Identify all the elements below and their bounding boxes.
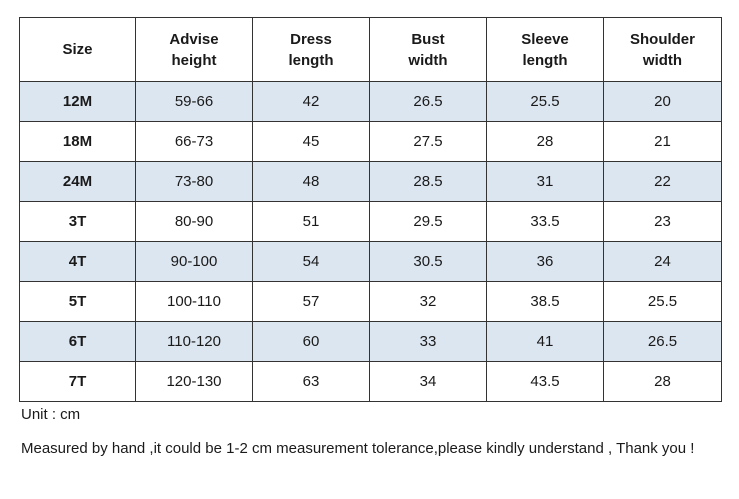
shoulder-width-cell: 20 [604, 82, 722, 122]
header-label-line1: Advise [169, 30, 219, 48]
bust-width-cell: 30.5 [370, 242, 487, 282]
shoulder-width-cell: 28 [604, 362, 722, 402]
table-row [20, 162, 722, 202]
sleeve-length-cell: 28 [487, 122, 604, 162]
header-size-label: Size [62, 41, 93, 58]
unit-note: Unit : cm [21, 406, 81, 423]
shoulder-width-cell: 26.5 [604, 322, 722, 362]
bust-width-cell: 33 [370, 322, 487, 362]
advise-height-cell: 100-110 [136, 282, 253, 322]
dress-length-cell: 51 [253, 202, 370, 242]
bust-width-cell: 27.5 [370, 122, 487, 162]
table-row [20, 282, 722, 322]
sleeve-length-cell: 25.5 [487, 82, 604, 122]
table-row [20, 202, 722, 242]
shoulder-width-cell: 23 [604, 202, 722, 242]
header-label-line1: Sleeve [521, 30, 569, 48]
sleeve-length-cell: 31 [487, 162, 604, 202]
dress-length-cell: 63 [253, 362, 370, 402]
dress-length-cell: 60 [253, 322, 370, 362]
bust-width-cell: 34 [370, 362, 487, 402]
size-cell: 24M [20, 162, 136, 202]
header-label-line1: Dress [290, 30, 332, 48]
shoulder-width-cell: 21 [604, 122, 722, 162]
table-row [20, 362, 722, 402]
advise-height-cell: 66-73 [136, 122, 253, 162]
advise-height-cell: 80-90 [136, 202, 253, 242]
bust-width-cell: 32 [370, 282, 487, 322]
advise-height-cell: 90-100 [136, 242, 253, 282]
bust-width-cell: 29.5 [370, 202, 487, 242]
header-label-line2: width [642, 51, 683, 69]
shoulder-width-cell: 24 [604, 242, 722, 282]
bust-width-cell: 28.5 [370, 162, 487, 202]
sleeve-length-cell: 38.5 [487, 282, 604, 322]
size-cell: 12M [20, 82, 136, 122]
header-size [20, 18, 136, 82]
advise-height-cell: 59-66 [136, 82, 253, 122]
dress-length-cell: 57 [253, 282, 370, 322]
advise-height-cell: 110-120 [136, 322, 253, 362]
header-label-line2: width [408, 51, 448, 69]
advise-height-cell: 73-80 [136, 162, 253, 202]
header-label-line2: length [522, 51, 568, 69]
size-cell: 7T [20, 362, 136, 402]
table-row [20, 242, 722, 282]
header-row [20, 18, 722, 82]
measurement-disclaimer: Measured by hand ,it could be 1-2 cm measurement tolerance,please kindly understand , Thank you ! [21, 440, 695, 457]
size-cell: 3T [20, 202, 136, 242]
dress-length-cell: 45 [253, 122, 370, 162]
header-dress-length [253, 18, 370, 82]
header-label-line2: height [171, 51, 217, 69]
advise-height-cell: 120-130 [136, 362, 253, 402]
dress-length-cell: 42 [253, 82, 370, 122]
size-cell: 18M [20, 122, 136, 162]
size-cell: 5T [20, 282, 136, 322]
sleeve-length-cell: 36 [487, 242, 604, 282]
header-bust-width [370, 18, 487, 82]
header-shoulder-width [604, 18, 722, 82]
header-label-line2: length [288, 51, 334, 69]
sleeve-length-cell: 43.5 [487, 362, 604, 402]
table-row [20, 82, 722, 122]
sleeve-length-cell: 41 [487, 322, 604, 362]
table-row [20, 322, 722, 362]
header-sleeve-length [487, 18, 604, 82]
table-row [20, 122, 722, 162]
shoulder-width-cell: 25.5 [604, 282, 722, 322]
header-label-line1: Bust [411, 30, 445, 48]
size-chart-table [19, 17, 722, 402]
header-advise-height [136, 18, 253, 82]
shoulder-width-cell: 22 [604, 162, 722, 202]
dress-length-cell: 48 [253, 162, 370, 202]
dress-length-cell: 54 [253, 242, 370, 282]
header-label-line1: Shoulder [629, 30, 695, 48]
size-cell: 6T [20, 322, 136, 362]
size-cell: 4T [20, 242, 136, 282]
sleeve-length-cell: 33.5 [487, 202, 604, 242]
bust-width-cell: 26.5 [370, 82, 487, 122]
